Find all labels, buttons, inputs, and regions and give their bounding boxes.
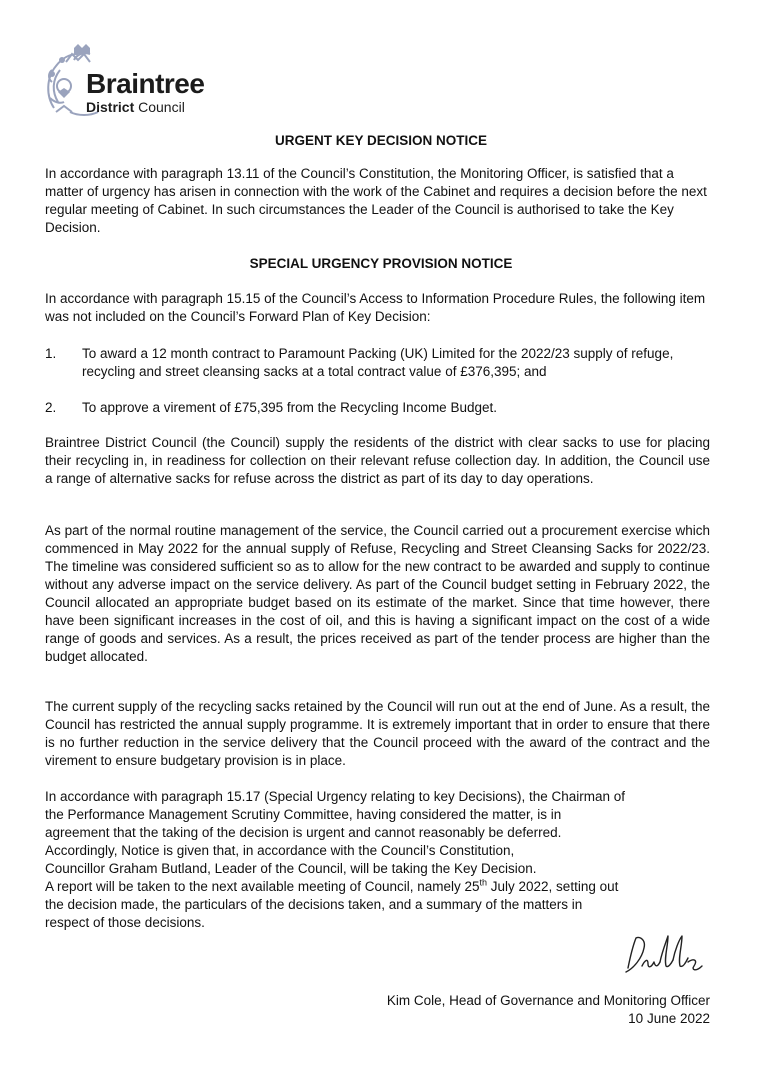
- paragraph-line: respect of those decisions.: [45, 915, 205, 930]
- special-urgency-intro: In accordance with paragraph 15.15 of the Council’s Access to Information Procedure Rules, the following item was not included on the Council’s Forward Plan of Key Decision:: [45, 291, 706, 324]
- urgent-key-decision-heading: URGENT KEY DECISION NOTICE: [274, 133, 488, 148]
- special-urgency-heading: SPECIAL URGENCY PROVISION NOTICE: [249, 256, 513, 271]
- background-paragraph: Braintree District Council (the Council) supply the residents of the district with clear sacks to use for placing their recycling in, in readiness for collection on their relevant refuse collection day. In addition, the Council use a range of alternative sacks for refuse across the district as part of its day to day operations.: [45, 435, 710, 486]
- paragraph-line: In accordance with paragraph 15.17 (Special Urgency relating to key Decisions), the Chairman of: [45, 789, 626, 804]
- list-item-number: 2.: [45, 400, 57, 415]
- urgent-key-decision-body: In accordance with paragraph 13.11 of the Council’s Constitution, the Monitoring Officer, is satisfied that a matter of urgency has arisen in connection with the work of the Cabinet and requires a decision before the next regular meeting of Cabinet. In such circumstances the Leader of the Council is authorised to take the Key Decision.: [45, 166, 707, 235]
- paragraph-line: Councillor Graham Butland, Leader of the Council, will be taking the Key Decision.: [45, 861, 537, 876]
- logo-wordmark: Braintree: [86, 68, 205, 99]
- logo-subtitle: District Council: [86, 99, 185, 115]
- procurement-paragraph: As part of the normal routine management of the service, the Council carried out a procurement exercise which commenced in May 2022 for the annual supply of Refuse, Recycling and Street Cleansing Sacks for 2022/23. The timeline was considered sufficient so as to allow for the new contract to be awarded and supply to continue without any adverse impact on the service delivery. As part of the Council budget setting in February 2022, the Council allocated an appropriate budget based on its estimate of the market. Since that time however, there have been significant increases in the cost of oil, and this is having a significant impact on the cost of a wide range of goods and services. As a result, the prices received as part of the tender process are higher than the budget allocated.: [45, 523, 710, 664]
- list-item-text: To approve a virement of £75,395 from the Recycling Income Budget.: [82, 400, 497, 415]
- supply-paragraph: The current supply of the recycling sacks retained by the Council will run out at the end of June. As a result, the Council has restricted the annual supply programme. It is extremely important that in order to ensure that there is no further reduction in the service delivery that the Council proceed with the award of the contract and the virement to ensure budgetary provision is in place.: [45, 699, 710, 768]
- paragraph-line: the decision made, the particulars of the decisions taken, and a summary of the matters in: [45, 897, 583, 912]
- paragraph-line: Accordingly, Notice is given that, in accordance with the Council’s Constitution,: [45, 843, 515, 858]
- list-item-text: To award a 12 month contract to Paramount Packing (UK) Limited for the 2022/23 supply of refuge, recycling and street cleansing sacks at a total contract value of £376,395; and: [82, 346, 674, 379]
- paragraph-line: agreement that the taking of the decision is urgent and cannot reasonably be deferred.: [45, 825, 562, 840]
- signoff-name: Kim Cole, Head of Governance and Monitoring Officer: [386, 993, 710, 1008]
- signoff-date: 10 June 2022: [628, 1011, 710, 1026]
- chairman-agreement-paragraph: [45, 788, 710, 932]
- paragraph-line: the Performance Management Scrutiny Committee, having considered the matter, is in: [45, 807, 562, 822]
- council-logo: [44, 42, 244, 122]
- paragraph-line: A report will be taken to the next available meeting of Council, namely 25th July 2022, setting out: [45, 877, 619, 894]
- list-item-number: 1.: [45, 346, 57, 361]
- signature-image: [620, 930, 706, 980]
